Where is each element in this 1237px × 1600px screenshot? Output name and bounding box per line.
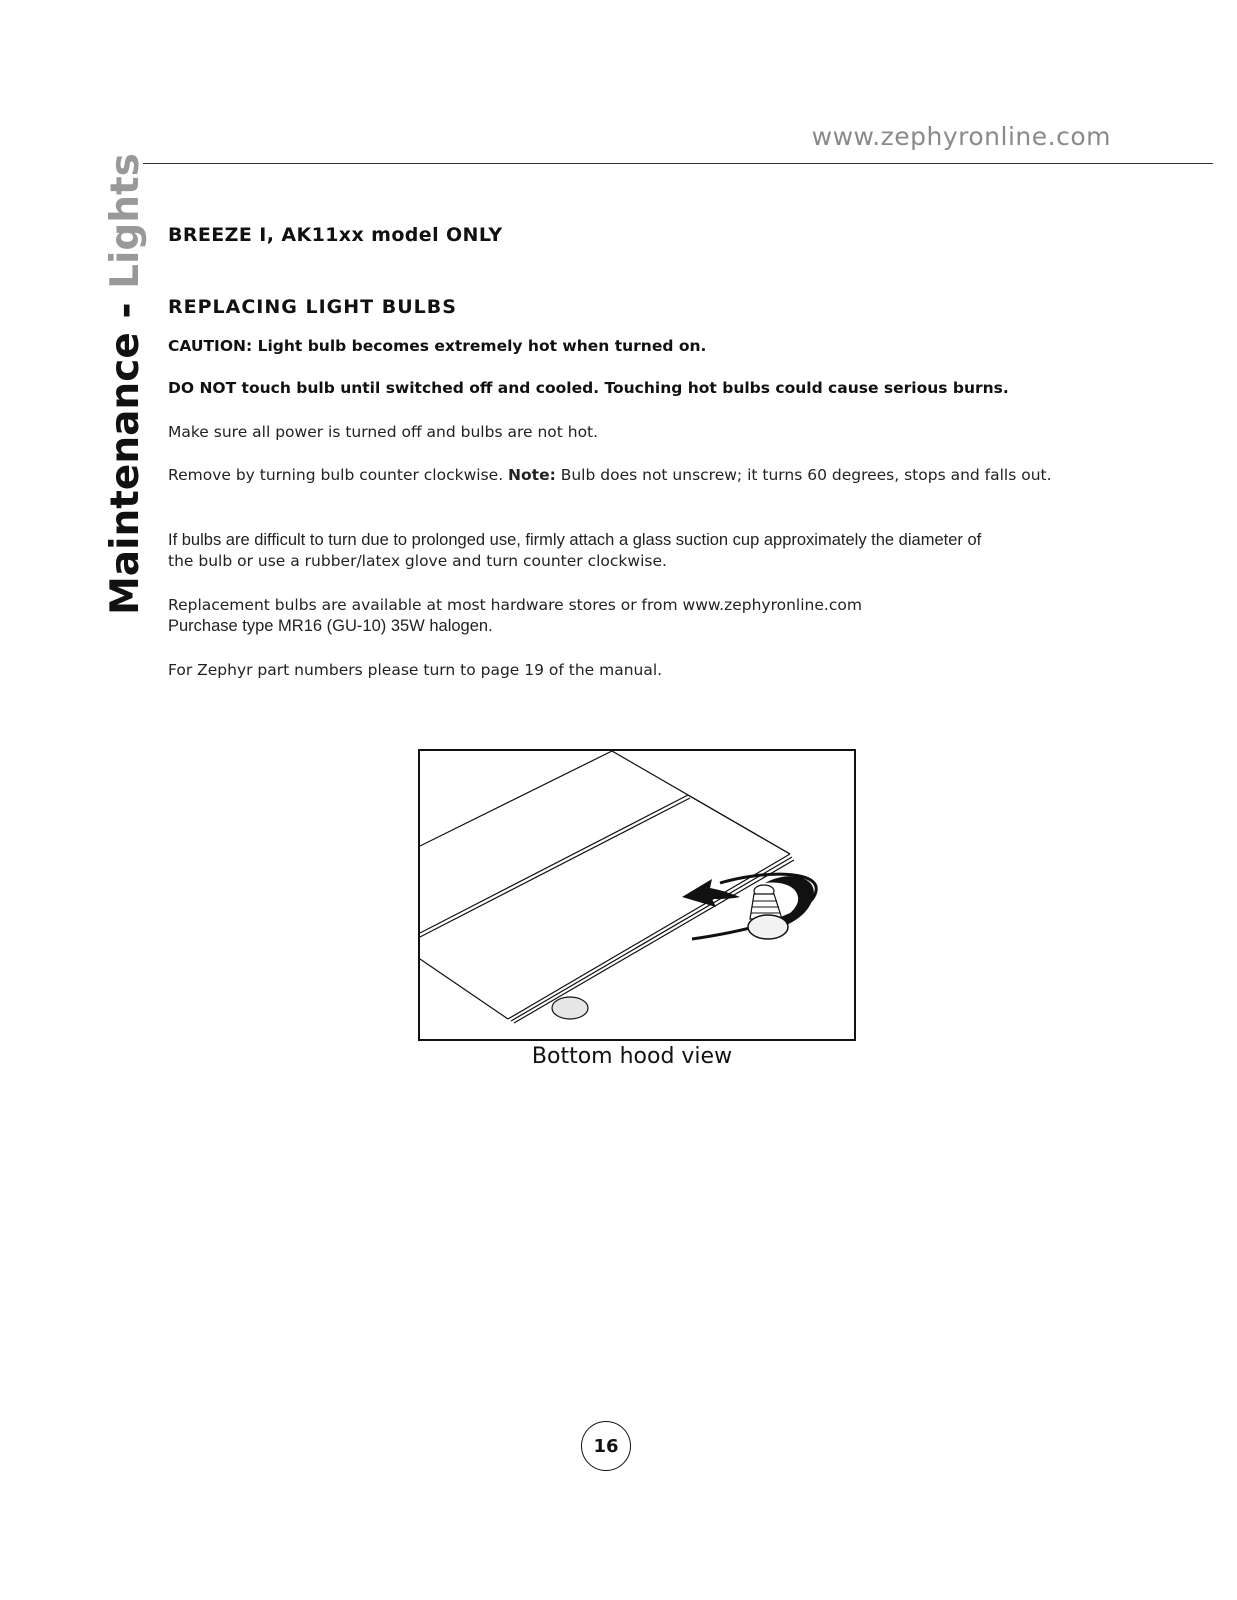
figure-caption: Bottom hood view (531, 1044, 733, 1069)
replacement-info (168, 595, 1058, 637)
power-off-instruction: Make sure all power is turned off and bulbs are not hot. (168, 423, 599, 441)
remove-instruction (168, 465, 1058, 486)
part-numbers-reference: For Zephyr part numbers please turn to page 19 of the manual. (168, 661, 663, 679)
replacement-line-1: Replacement bulbs are available at most hardware stores or from www.zephyronline.com (168, 596, 862, 614)
light-socket-icon (552, 997, 588, 1019)
model-heading: BREEZE I, AK11xx model ONLY (168, 224, 503, 246)
panel-front-edge (511, 857, 792, 1021)
panel-edge (420, 959, 508, 1019)
remove-prefix: Remove by turning bulb counter clockwise. (168, 466, 509, 484)
panel-edge (420, 751, 612, 846)
panel-front-edge (514, 860, 794, 1023)
difficult-line-1: If bulbs are difficult to turn due to prolonged use, firmly attach a glass suction cup approximately the diameter of (168, 531, 982, 549)
caution-text: CAUTION: Light bulb becomes extremely hot when turned on. (168, 337, 707, 355)
website-url: www.zephyronline.com (811, 122, 1111, 151)
panel-edge (612, 751, 790, 854)
page-number: 16 (581, 1421, 631, 1471)
difficult-line-2: the bulb or use a rubber/latex glove and turn counter clockwise. (168, 552, 667, 570)
replacement-line-2: Purchase type MR16 (GU-10) 35W halogen. (168, 617, 493, 635)
hood-drawing (420, 751, 854, 1039)
side-title-main: Maintenance - (103, 288, 148, 615)
note-label: Note: (508, 466, 556, 484)
panel-seam (420, 795, 688, 933)
section-heading: REPLACING LIGHT BULBS (168, 296, 457, 318)
side-title-sub: Lights (103, 153, 148, 289)
bottom-hood-illustration (418, 749, 856, 1041)
panel-front-edge (508, 854, 790, 1019)
panel-seam (420, 798, 690, 937)
remove-suffix: Bulb does not unscrew; it turns 60 degrees, stops and falls out. (555, 466, 1052, 484)
do-not-touch-warning: DO NOT touch bulb until switched off and cooled. Touching hot bulbs could cause serious burns. (168, 379, 1009, 397)
bulb-face-icon (748, 915, 788, 939)
header-divider (143, 163, 1213, 164)
side-section-title (103, 153, 148, 615)
difficult-bulb-instruction (168, 530, 1058, 572)
